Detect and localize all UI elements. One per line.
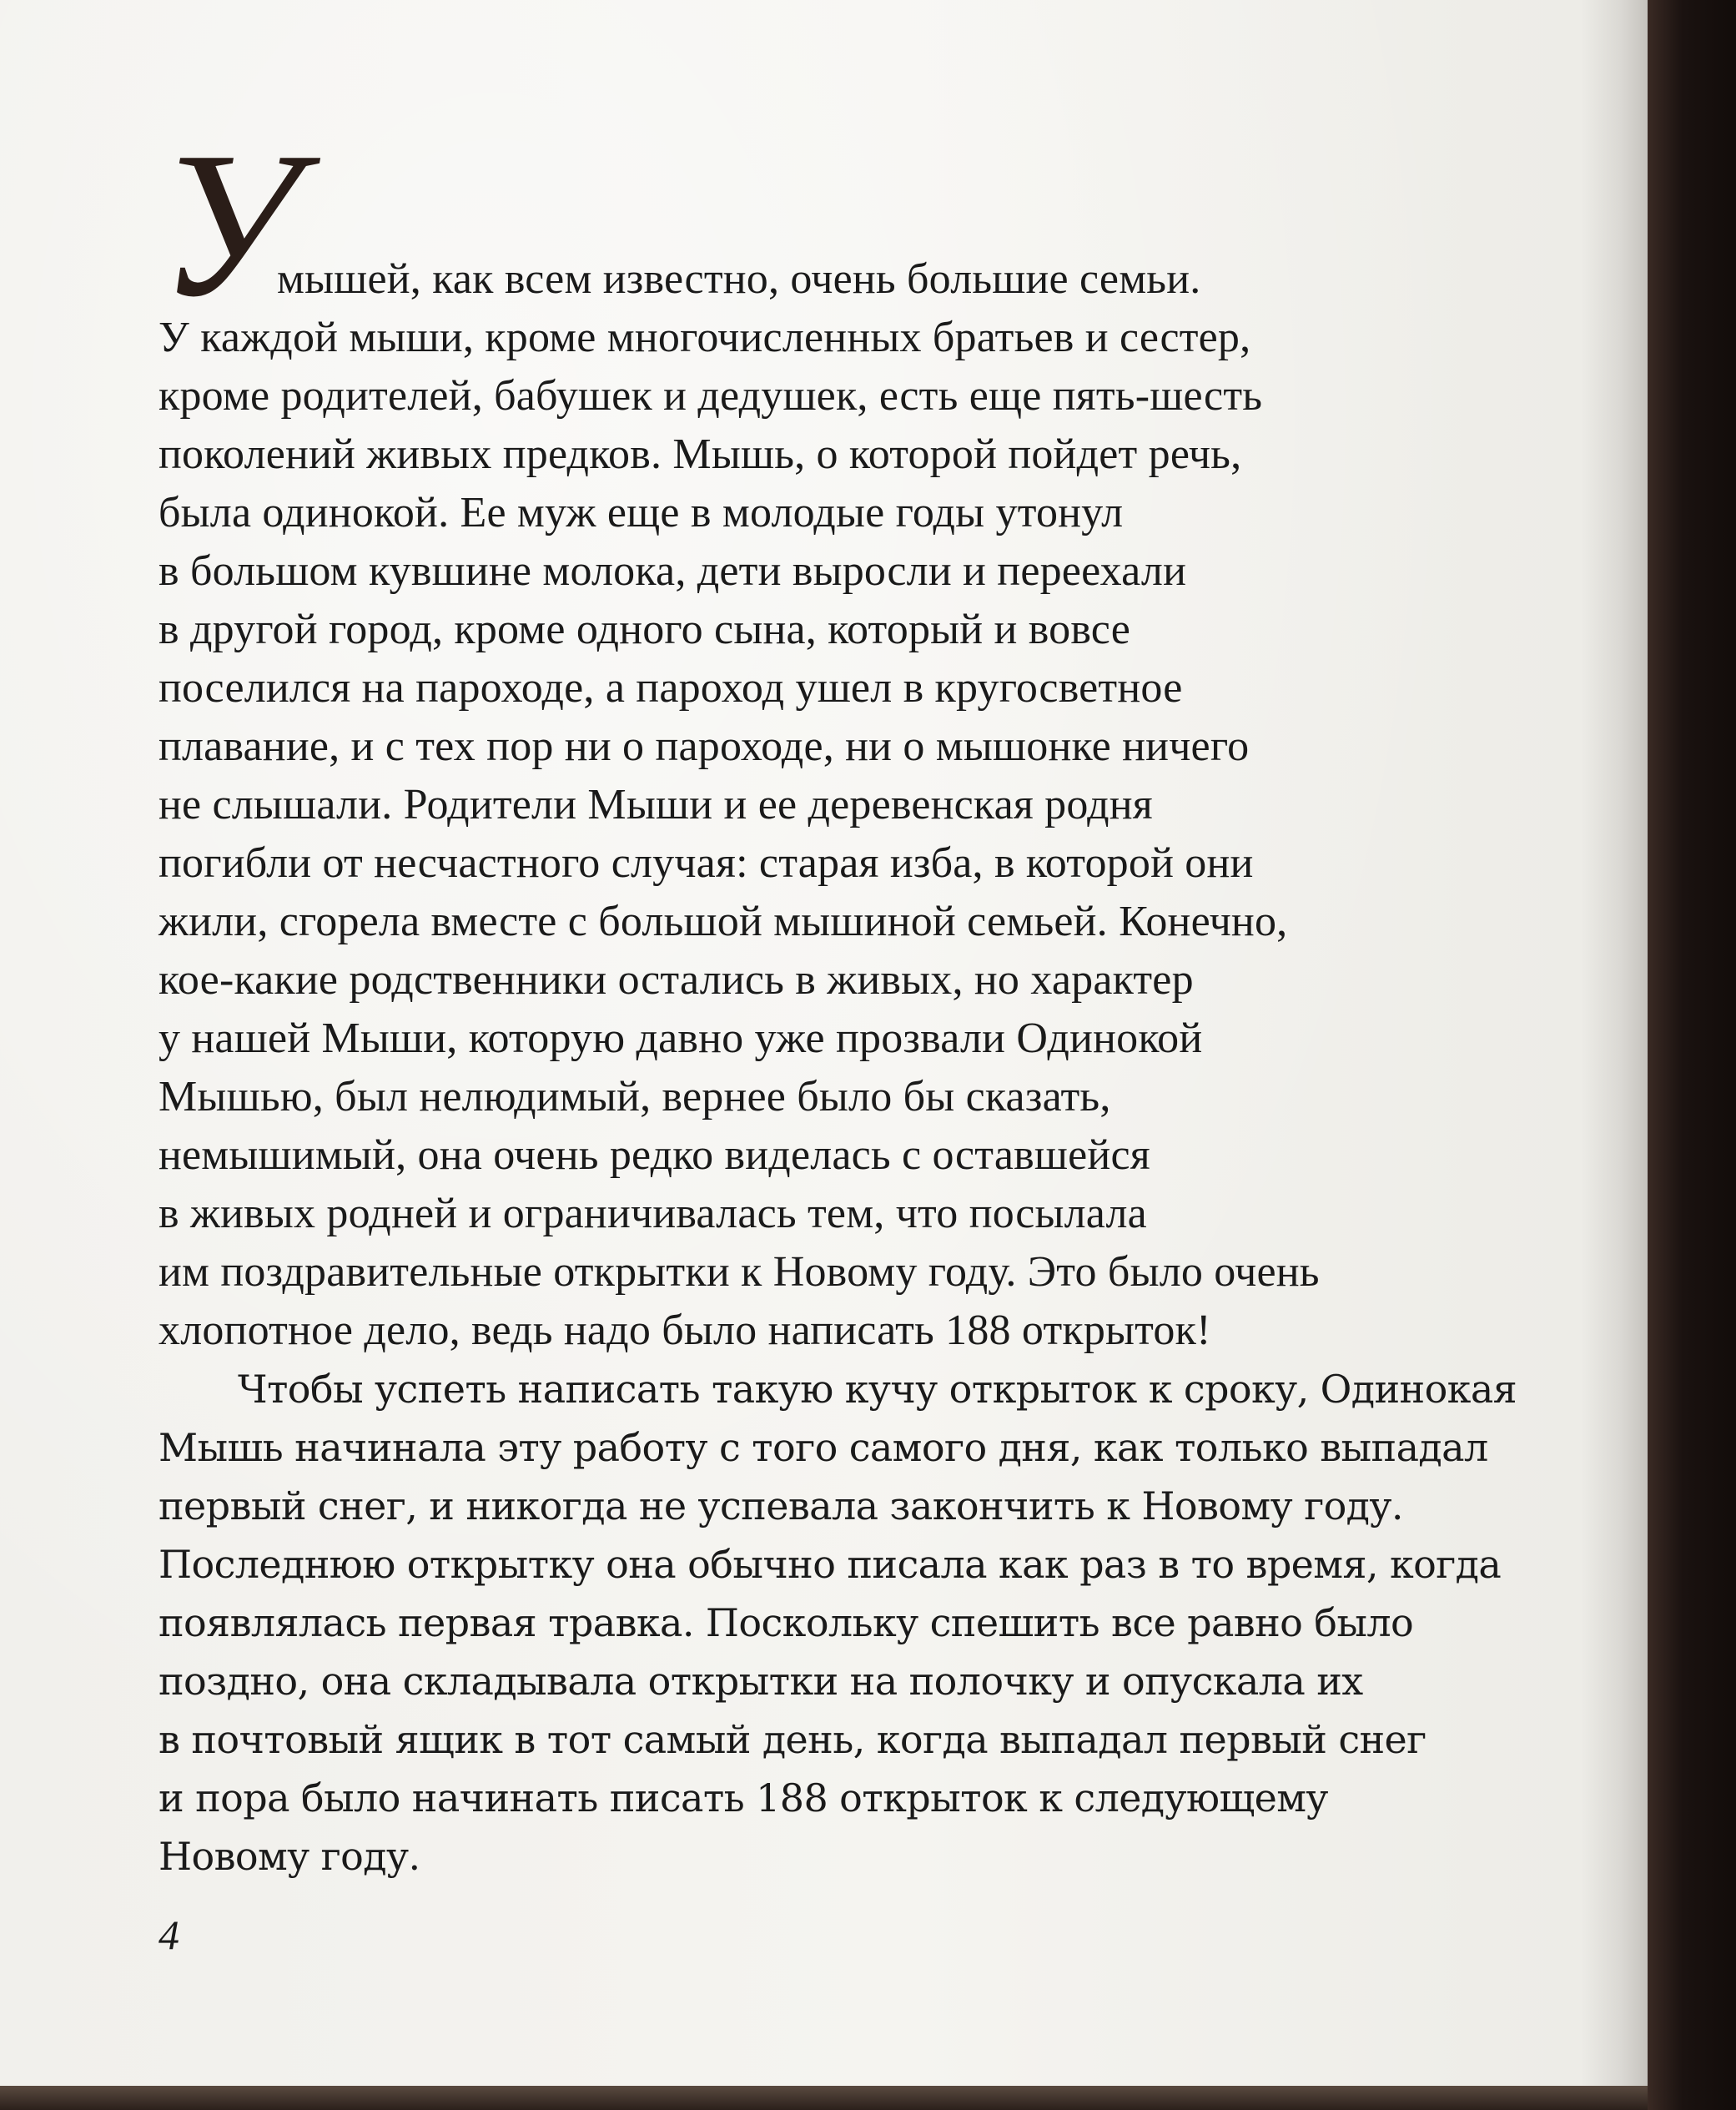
text-line: первый снег, и никогда не успевала закончить к Новому году. — [159, 1483, 1403, 1528]
text-line: поздно, она складывала открытки на полочку и опускала их — [159, 1659, 1363, 1704]
text-line: в большом кувшине молока, дети выросли и переехали — [159, 547, 1187, 595]
text-line: Новому году. — [159, 1834, 420, 1879]
text-line: и пора было начинать писать 188 открыток к следующему — [159, 1775, 1328, 1820]
page-number: 4 — [159, 1911, 179, 1958]
text-line: кроме родителей, бабушек и дедушек, есть еще пять-шесть — [159, 372, 1263, 420]
book-spine — [1648, 0, 1736, 2110]
page-bottom-edge — [0, 2086, 1648, 2110]
text-line: в другой город, кроме одного сына, который и вовсе — [159, 606, 1130, 653]
text-line: была одинокой. Ее муж еще в молодые годы утонул — [159, 489, 1124, 536]
text-line: погибли от несчастного случая: старая изба, в которой они — [159, 839, 1254, 887]
paragraph-2 — [159, 1360, 1585, 1886]
text-line: кое-какие родственники остались в живых, но характер — [159, 956, 1194, 1004]
text-line: плавание, и с тех пор ни о пароходе, ни о мышонке ничего — [159, 723, 1250, 770]
text-line: Чтобы успеть написать такую кучу открыток к сроку, Одинокая — [238, 1367, 1517, 1412]
text-line: Мышью, был нелюдимый, вернее было бы сказать, — [159, 1073, 1111, 1120]
text-line: Мышь начинала эту работу с того самого дня, как только выпадал — [159, 1425, 1488, 1470]
text-line: Последнюю открытку она обычно писала как раз в то время, когда — [159, 1542, 1502, 1587]
paragraph-1 — [159, 250, 1585, 1360]
text-line: хлопотное дело, ведь надо было написать 188 открыток! — [159, 1307, 1211, 1354]
text-line: жили, сгорела вместе с большой мышиной семьей. Конечно, — [159, 898, 1288, 945]
text-line: в почтовый ящик в тот самый день, когда выпадал первый снег — [159, 1717, 1427, 1762]
page-edge-shadow — [1581, 0, 1648, 2086]
text-line: им поздравительные открытки к Новому году. Это было очень — [159, 1248, 1320, 1296]
text-line: в живых родней и ограничивалась тем, что посылала — [159, 1190, 1147, 1237]
text-line: не слышали. Родители Мыши и ее деревенская родня — [159, 781, 1153, 828]
text-block — [159, 250, 1585, 1886]
text-line: у нашей Мыши, которую давно уже прозвали Одинокой — [159, 1015, 1203, 1062]
text-line: У каждой мыши, кроме многочисленных братьев и сестер, — [159, 314, 1251, 361]
drop-cap: У — [159, 109, 299, 340]
text-line: немышимый, она очень редко виделась с оставшейся — [159, 1131, 1150, 1179]
text-line: мышей, как всем известно, очень большие семьи. — [277, 255, 1201, 303]
text-line: поколений живых предков. Мышь, о которой пойдет речь, — [159, 431, 1242, 478]
text-line: поселился на пароходе, а пароход ушел в кругосветное — [159, 664, 1183, 712]
text-line: появлялась первая травка. Поскольку спешить все равно было — [159, 1600, 1414, 1645]
